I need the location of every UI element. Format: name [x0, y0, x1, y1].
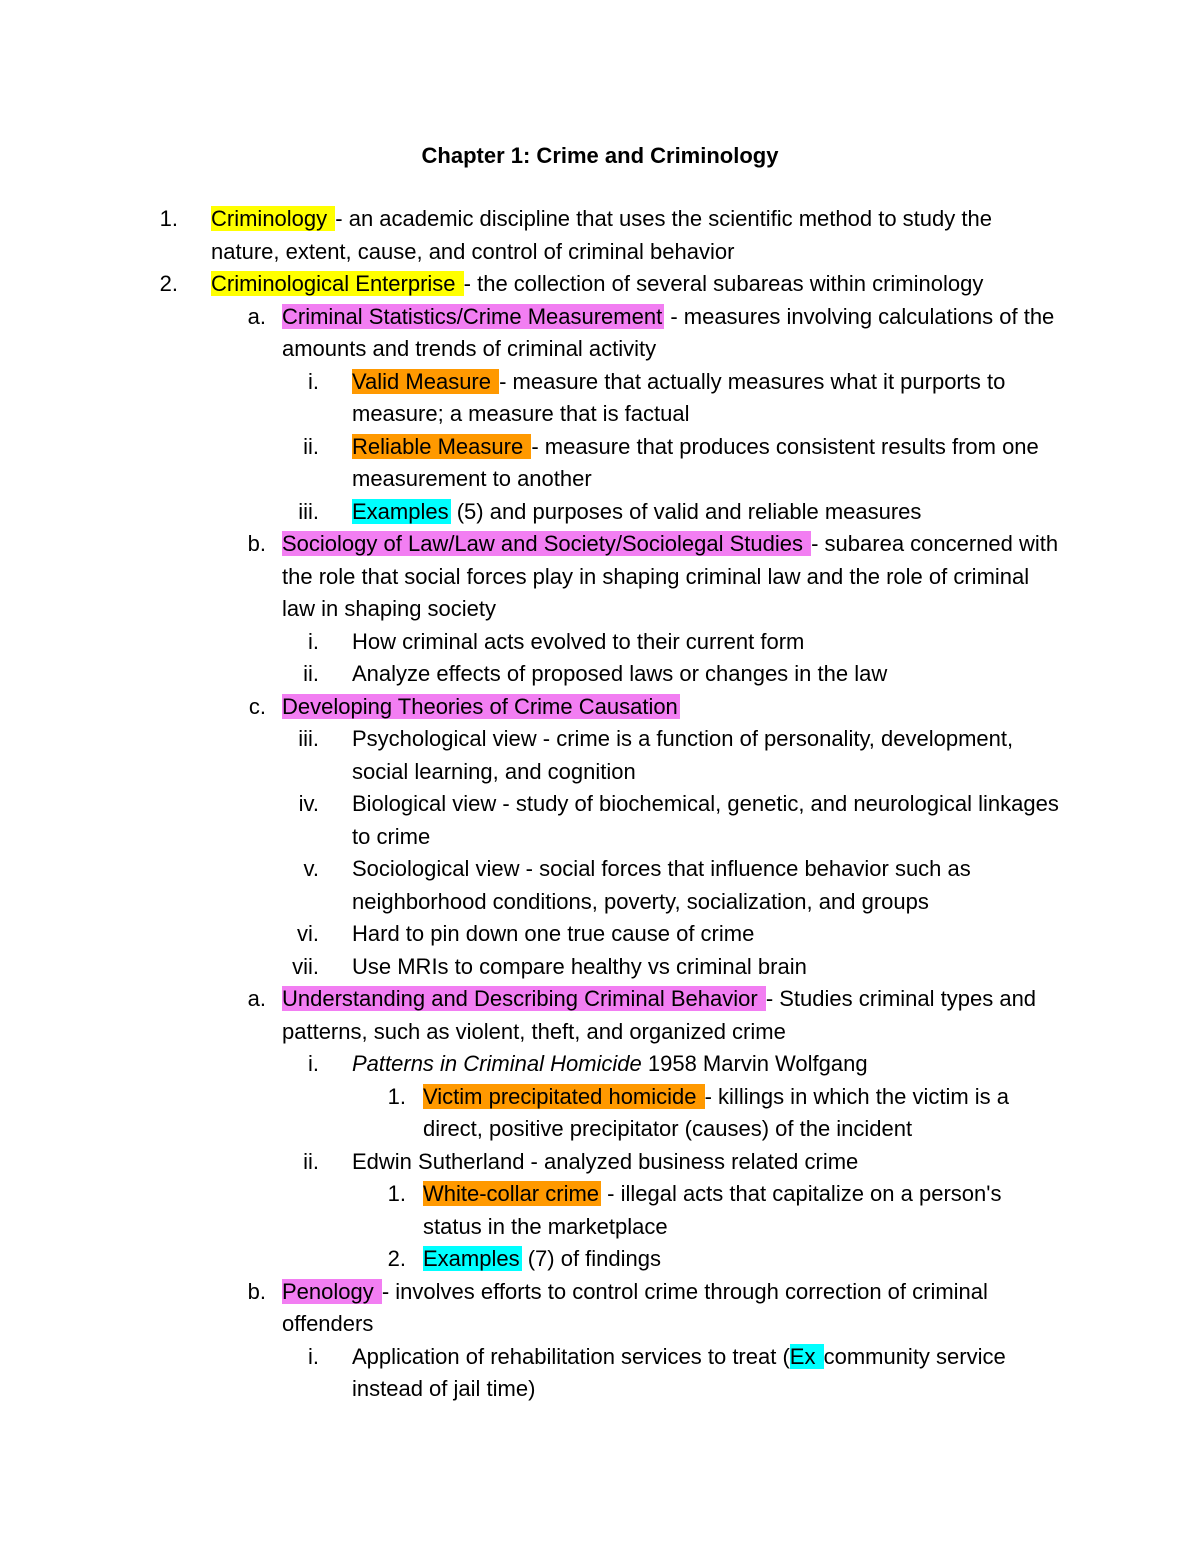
highlighted-term: Examples	[423, 1246, 520, 1271]
item-text: Psychological view - crime is a function of personality, development, social learning, and cognition	[352, 726, 1014, 784]
item-text: - illegal acts that capitalize on a person's status in the marketplace	[423, 1181, 1002, 1239]
list-item	[0, 1081, 1200, 1146]
list-marker: i.	[308, 1051, 319, 1076]
list-item-text	[352, 788, 1062, 853]
list-item-text	[282, 301, 1062, 366]
item-text: 1958 Marvin Wolfgang	[641, 1051, 868, 1076]
highlighted-term: White-collar crime	[423, 1181, 600, 1206]
item-text: Application of rehabilitation services to treat (	[352, 1343, 790, 1369]
list-marker: 1.	[387, 1083, 406, 1109]
list-item-text	[352, 1146, 1062, 1179]
list-item	[0, 983, 1200, 1048]
item-text: - measure that produces consistent results from one measurement to another	[352, 433, 1039, 491]
list-marker: b.	[247, 1278, 266, 1304]
list-item-text	[352, 918, 1062, 951]
highlighted-term: Developing Theories of Crime Causation	[282, 693, 678, 719]
list-marker: a.	[247, 303, 266, 329]
list-marker: 1.	[159, 206, 178, 231]
item-text: - involves efforts to control crime through correction of criminal offenders	[282, 1278, 988, 1336]
list-item-text	[352, 626, 1062, 659]
list-item	[0, 496, 1200, 529]
highlighted-term: Understanding and Describing Criminal Behavior	[282, 986, 764, 1011]
page-title: Chapter 1: Crime and Criminology	[421, 143, 779, 168]
list-marker: iv.	[298, 791, 319, 816]
list-item-text	[282, 691, 1062, 724]
item-text: Edwin Sutherland - analyzed business related crime	[352, 1148, 859, 1174]
list-item-text	[282, 1276, 1062, 1341]
list-marker: c.	[248, 693, 266, 719]
list-item-text	[352, 496, 1062, 529]
list-item-text	[211, 268, 1061, 301]
list-item	[0, 1048, 1200, 1081]
italic-title: Patterns in Criminal Homicide	[352, 1051, 642, 1076]
highlighted-term: Sociology of Law/Law and Society/Sociolegal Studies	[282, 531, 810, 556]
item-text: - subarea concerned with the role that social forces play in shaping criminal law and the role of criminal law in shaping society	[282, 531, 1059, 621]
list-marker: v.	[303, 856, 319, 881]
list-marker: a.	[247, 986, 266, 1011]
list-item	[0, 366, 1200, 431]
highlighted-term: Criminology	[211, 206, 334, 231]
list-item-text	[352, 366, 1062, 431]
list-marker: 1.	[387, 1181, 406, 1206]
item-text: - killings in which the victim is a direct, positive precipitator (causes) of the incident	[423, 1083, 1010, 1141]
list-item-text	[211, 203, 1061, 268]
list-marker: 2.	[387, 1246, 406, 1271]
item-text: - measure that actually measures what it purports to measure; a measure that is factual	[352, 368, 1006, 426]
list-marker: vi.	[297, 921, 319, 946]
list-marker: i.	[308, 368, 319, 394]
list-item	[0, 691, 1200, 724]
list-item	[0, 301, 1200, 366]
list-item	[0, 918, 1200, 951]
list-item-text	[352, 951, 1062, 984]
list-marker: iii.	[298, 726, 319, 751]
highlighted-term: Valid Measure	[352, 368, 498, 394]
highlighted-term: Criminal Statistics/Crime Measurement	[282, 303, 663, 329]
list-item	[0, 1341, 1200, 1406]
list-item	[0, 788, 1200, 853]
list-item	[0, 1276, 1200, 1341]
list-marker: ii.	[303, 433, 319, 459]
list-item-text	[423, 1178, 1063, 1243]
highlighted-term: Ex	[789, 1343, 822, 1369]
list-item-text	[423, 1081, 1063, 1146]
highlighted-term: Reliable Measure	[352, 433, 530, 459]
list-item	[0, 203, 1200, 268]
list-marker: vii.	[292, 953, 319, 979]
highlighted-term: Criminological Enterprise	[211, 271, 462, 296]
list-marker: ii.	[303, 661, 319, 686]
list-item	[0, 853, 1200, 918]
highlighted-term: Victim precipitated homicide	[423, 1083, 703, 1109]
highlighted-term: Penology	[282, 1278, 380, 1304]
item-text: How criminal acts evolved to their current form	[352, 628, 805, 654]
item-text: (7) of findings	[521, 1246, 661, 1271]
item-text: - Studies criminal types and patterns, such as violent, theft, and organized crime	[282, 986, 1037, 1044]
outline-list	[0, 203, 1200, 1406]
highlighted-term: Examples	[352, 498, 449, 524]
list-item	[0, 1243, 1200, 1276]
item-text: Hard to pin down one true cause of crime	[352, 921, 755, 946]
list-item	[0, 1178, 1200, 1243]
list-item-text	[352, 431, 1062, 496]
list-item-text	[352, 1341, 1062, 1406]
list-marker: i.	[308, 628, 319, 654]
list-item	[0, 268, 1200, 301]
list-item-text	[352, 658, 1062, 691]
item-text: - measures involving calculations of the amounts and trends of criminal activity	[282, 303, 1055, 361]
list-item	[0, 431, 1200, 496]
list-marker: iii.	[298, 498, 319, 524]
list-item-text	[352, 723, 1062, 788]
item-text: (5) and purposes of valid and reliable measures	[450, 498, 922, 524]
item-text: - an academic discipline that uses the scientific method to study the nature, extent, cause, and control of criminal behavior	[211, 206, 992, 264]
list-item	[0, 951, 1200, 984]
item-text: Analyze effects of proposed laws or changes in the law	[352, 661, 888, 686]
item-text: community service instead of jail time)	[352, 1343, 1006, 1401]
list-item-text	[352, 1048, 1062, 1081]
list-marker: 2.	[159, 271, 178, 296]
item-text: - the collection of several subareas within criminology	[463, 271, 984, 296]
list-item	[0, 658, 1200, 691]
list-marker: i.	[308, 1343, 319, 1369]
item-text: Sociological view - social forces that influence behavior such as neighborhood conditions, poverty, socialization, and groups	[352, 856, 971, 914]
item-text: Use MRIs to compare healthy vs criminal brain	[352, 953, 807, 979]
list-item-text	[282, 528, 1062, 626]
list-marker: b.	[247, 531, 266, 556]
list-item	[0, 528, 1200, 626]
list-item-text	[423, 1243, 1063, 1276]
list-marker: ii.	[303, 1148, 319, 1174]
list-item	[0, 1146, 1200, 1179]
list-item-text	[282, 983, 1062, 1048]
list-item-text	[352, 853, 1062, 918]
list-item	[0, 626, 1200, 659]
item-text: Biological view - study of biochemical, genetic, and neurological linkages to crime	[352, 791, 1059, 849]
list-item	[0, 723, 1200, 788]
